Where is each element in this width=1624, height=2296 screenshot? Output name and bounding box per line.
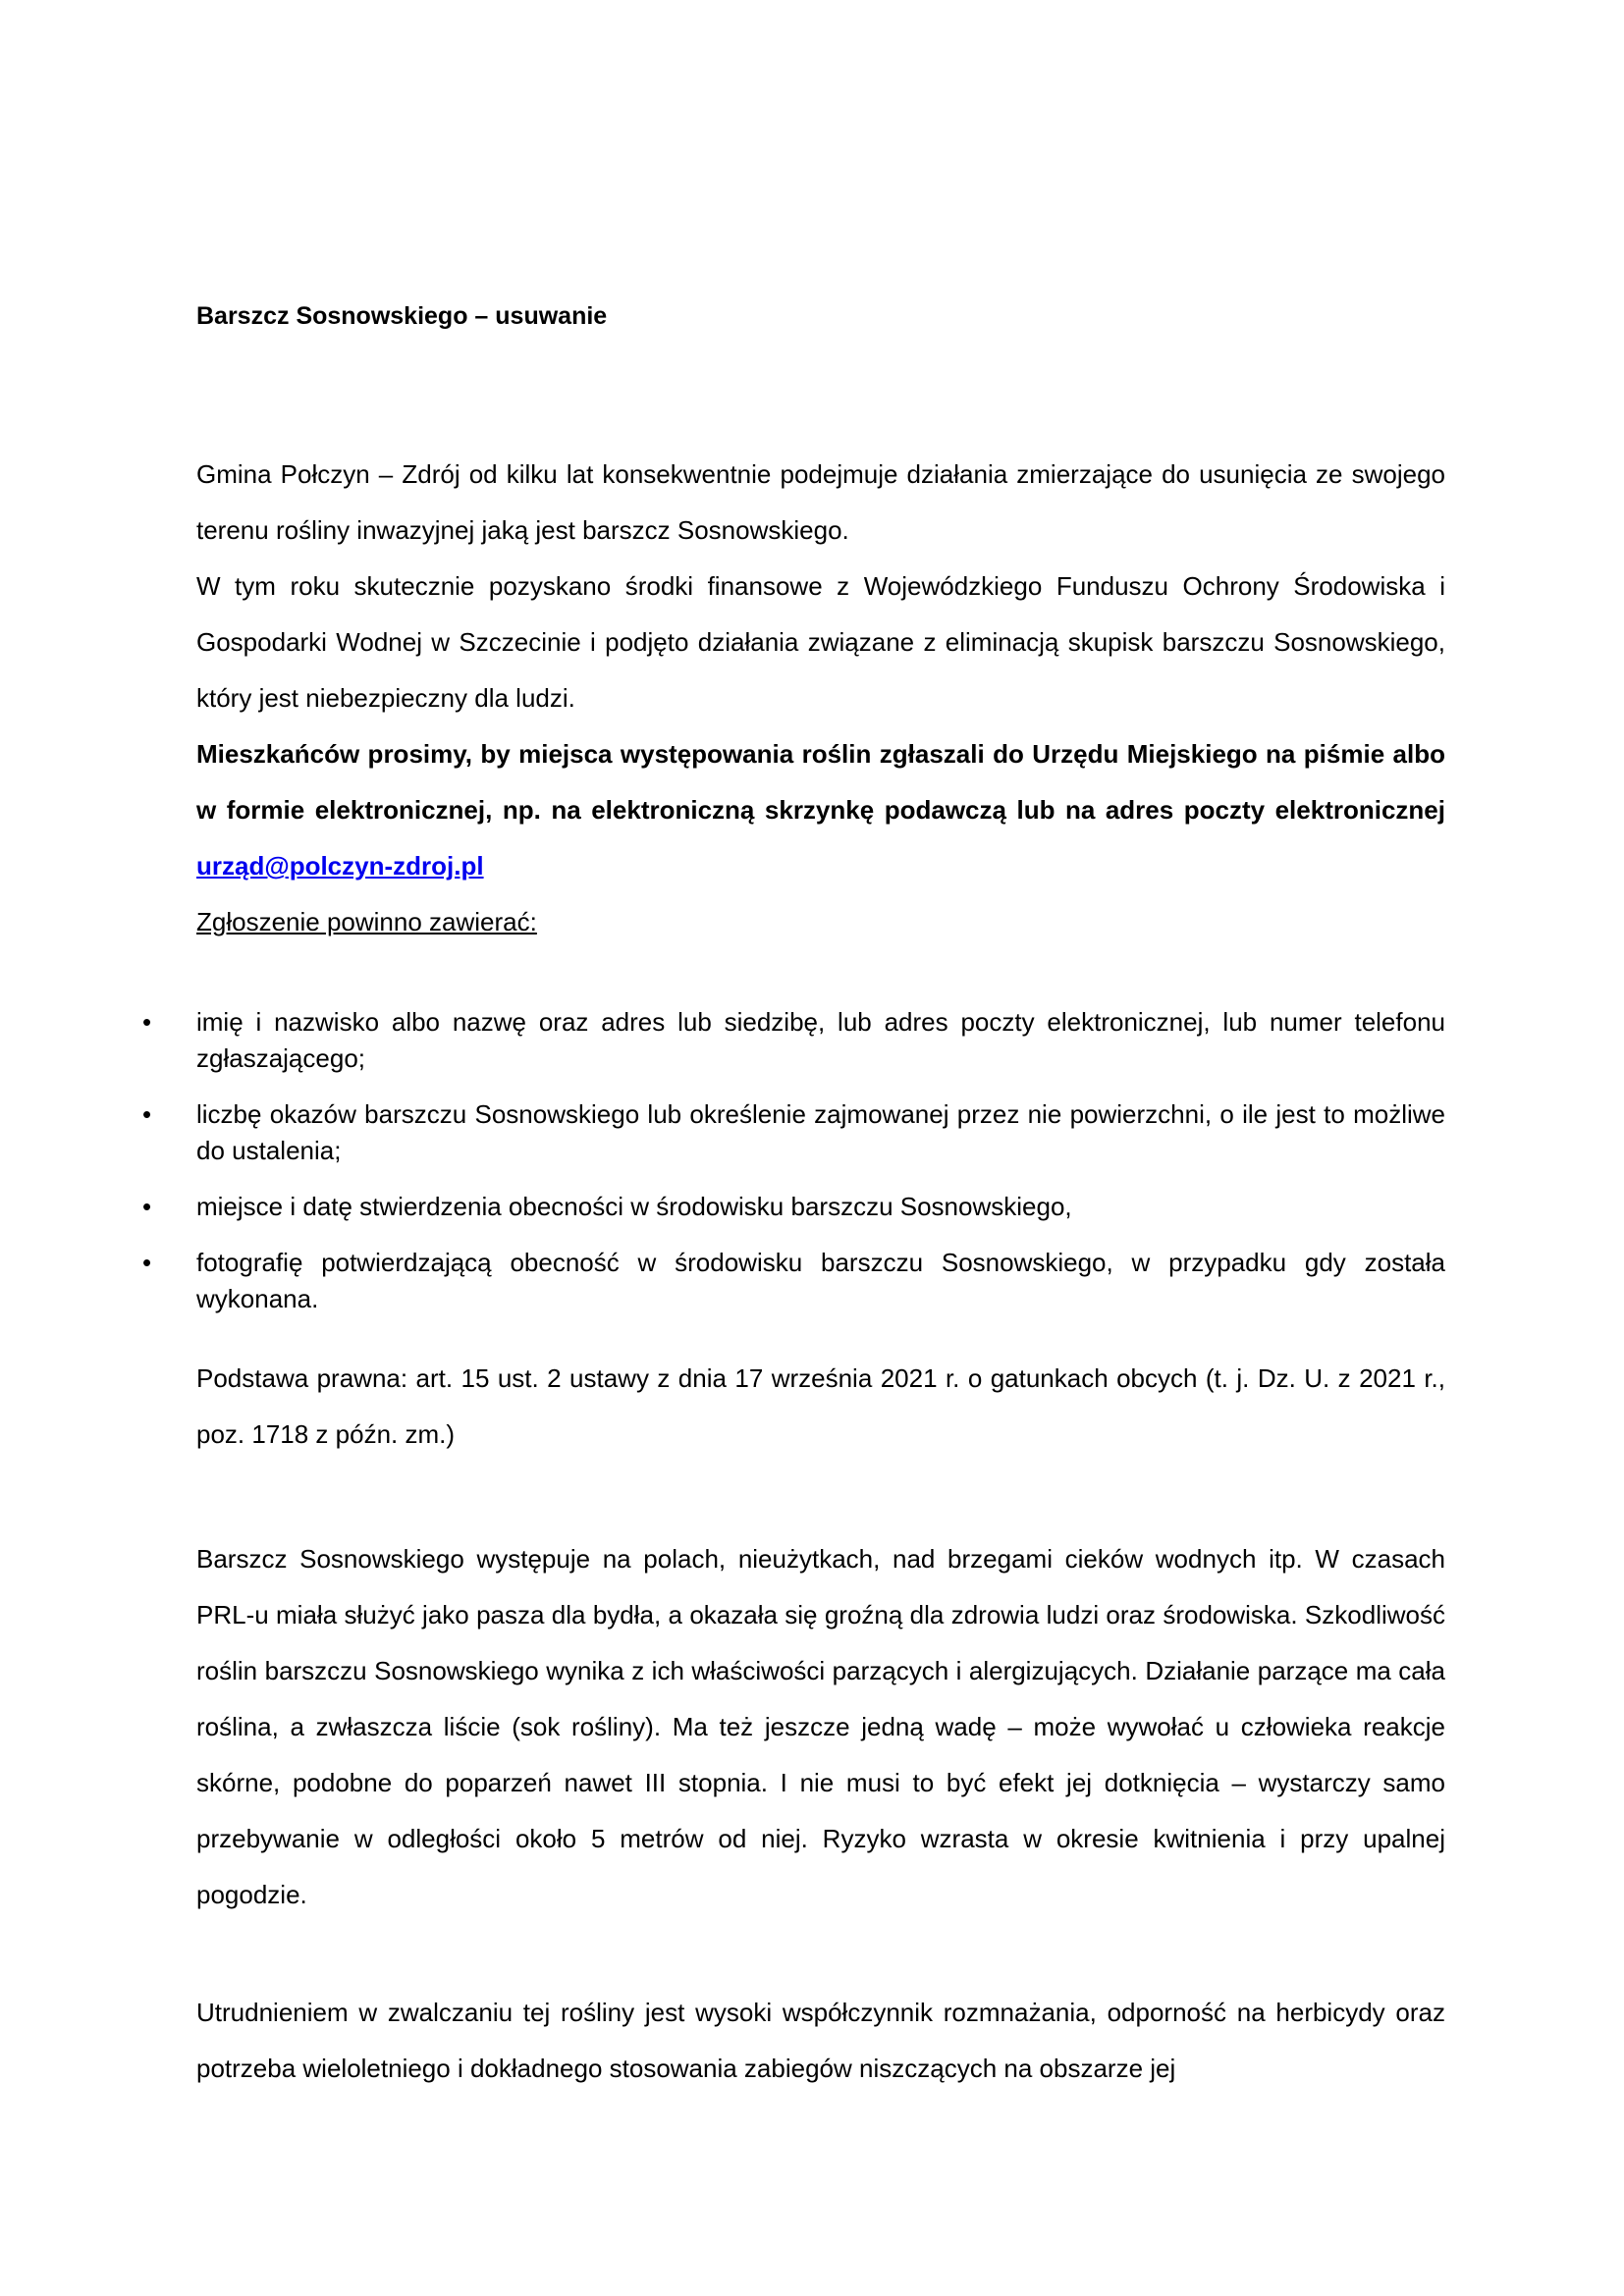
bullet-icon: •	[142, 1007, 152, 1037]
difficulty-paragraph: Utrudnieniem w zwalczaniu tej rośliny jest wysoki współczynnik rozmnażania, odporność na herbicydy oraz potrzeba wieloletniego i dokładnego stosowania zabiegów niszczących na obszarze jej	[196, 1998, 1445, 2083]
list-item-text: imię i nazwisko albo nazwę oraz adres lub siedzibę, lub adres poczty elektronicznej, lub numer telefonu zgłaszającego;	[196, 1007, 1445, 1073]
occurrence-paragraph: Barszcz Sosnowskiego występuje na polach, nieużytkach, nad brzegami cieków wodnych itp. W czasach PRL-u miała służyć jako pasza dla bydła, a okazała się groźną dla zdrowia ludzi oraz środowiska. Szkodliwość roślin barszczu Sosnowskiego wynika z ich właściwości parzących i alergizujących. Działanie parzące ma cała roślina, a zwłaszcza liście (sok rośliny). Ma też jeszcze jedną wadę – może wywołać u człowieka reakcje skórne, podobne do poparzeń nawet III stopnia. I nie musi to być efekt jej dotknięcia – wystarczy samo przebywanie w odległości około 5 metrów od niej. Ryzyko wzrasta w okresie kwitnienia i przy upalnej pogodzie.	[196, 1544, 1445, 1909]
list-item-text: miejsce i datę stwierdzenia obecności w środowisku barszczu Sosnowskiego,	[196, 1192, 1072, 1221]
intro-paragraph-2: W tym roku skutecznie pozyskano środki finansowe z Wojewódzkiego Funduszu Ochrony Środowiska i Gospodarki Wodnej w Szczecinie i podjęto działania związane z eliminacją skupisk barszczu Sosnowskiego, który jest niebezpieczny dla ludzi.	[196, 571, 1445, 713]
list-item	[142, 1004, 1445, 1077]
list-item	[142, 1189, 1445, 1225]
email-link[interactable]: urząd@polczyn-zdroj.pl	[196, 851, 484, 881]
report-requirements-list	[142, 1004, 1445, 1337]
request-text: Mieszkańców prosimy, by miejsca występowania roślin zgłaszali do Urzędu Miejskiego na piśmie albo w formie elektronicznej, np. na elektroniczną skrzynkę podawczą lub na adres poczty elektronicznej	[196, 739, 1445, 825]
intro-paragraph-1: Gmina Połczyn – Zdrój od kilku lat konsekwentnie podejmuje działania zmierzające do usunięcia ze swojego terenu rośliny inwazyjnej jaką jest barszcz Sosnowskiego.	[196, 459, 1445, 545]
bullet-icon: •	[142, 1099, 152, 1129]
list-item	[142, 1245, 1445, 1317]
bullet-icon: •	[142, 1192, 152, 1221]
bullet-icon: •	[142, 1248, 152, 1277]
document-title: Barszcz Sosnowskiego – usuwanie	[196, 302, 608, 330]
legal-basis-paragraph: Podstawa prawna: art. 15 ust. 2 ustawy z dnia 17 września 2021 r. o gatunkach obcych (t. j. Dz. U. z 2021 r., poz. 1718 z późn. zm.)	[196, 1363, 1445, 1449]
intro-section	[196, 447, 1445, 950]
report-heading: Zgłoszenie powinno zawierać:	[196, 907, 537, 936]
list-item	[142, 1096, 1445, 1169]
list-item-text: liczbę okazów barszczu Sosnowskiego lub określenie zajmowanej przez nie powierzchni, o ile jest to możliwe do ustalenia;	[196, 1099, 1445, 1165]
request-paragraph	[196, 726, 1445, 894]
list-item-text: fotografię potwierdzającą obecność w środowisku barszczu Sosnowskiego, w przypadku gdy została wykonana.	[196, 1248, 1445, 1313]
